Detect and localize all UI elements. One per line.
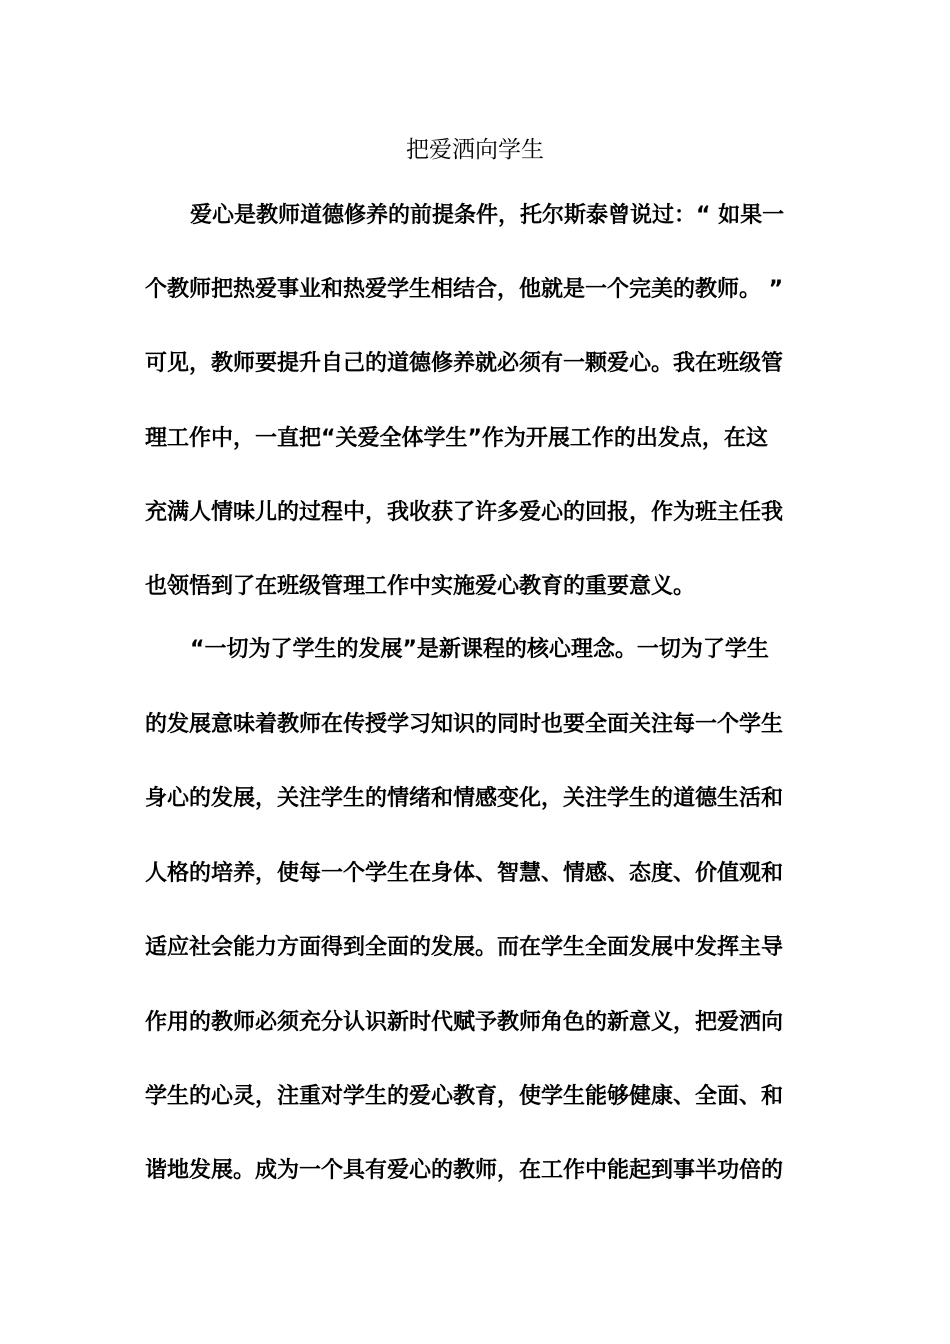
paragraph-1-line-2: 个教师把热爱事业和热爱学生相结合，他就是一个完美的教师。 ”: [145, 277, 784, 302]
paragraph-1-line-1: 爱心是教师道德修养的前提条件，托尔斯泰曾说过：“ 如果一: [190, 203, 785, 228]
paragraph-2-line-5: 适应社会能力方面得到全面的发展。而在学生全面发展中发挥主导: [145, 935, 784, 960]
paragraph-1-line-4: 理工作中，一直把“关爱全体学生”作为开展工作的出发点，在这: [145, 426, 768, 451]
paragraph-2-line-8: 谐地发展。成为一个具有爱心的教师，在工作中能起到事半功倍的: [145, 1158, 784, 1183]
paragraph-2-line-7: 学生的心灵，注重对学生的爱心教育，使学生能够健康、全面、和: [145, 1084, 784, 1109]
paragraph-2-line-3: 身心的发展，关注学生的情绪和情感变化，关注学生的道德生活和: [145, 786, 784, 811]
paragraph-2-line-4: 人格的培养，使每一个学生在身体、智慧、情感、态度、价值观和: [145, 861, 784, 886]
paragraph-1-line-3: 可见，教师要提升自己的道德修养就必须有一颗爱心。我在班级管: [145, 351, 784, 376]
document-title: 把爱洒向学生: [406, 137, 544, 163]
paragraph-1-line-5: 充满人情味儿的过程中，我收获了许多爱心的回报，作为班主任我: [145, 500, 784, 525]
paragraph-1-line-6: 也领悟到了在班级管理工作中实施爱心教育的重要意义。: [145, 574, 696, 599]
paragraph-2-line-2: 的发展意味着教师在传授学习知识的同时也要全面关注每一个学生: [145, 712, 784, 737]
paragraph-2-line-1: “一切为了学生的发展”是新课程的核心理念。一切为了学生: [190, 637, 769, 662]
paragraph-2-line-6: 作用的教师必须充分认识新时代赋予教师角色的新意义，把爱洒向: [145, 1010, 784, 1035]
